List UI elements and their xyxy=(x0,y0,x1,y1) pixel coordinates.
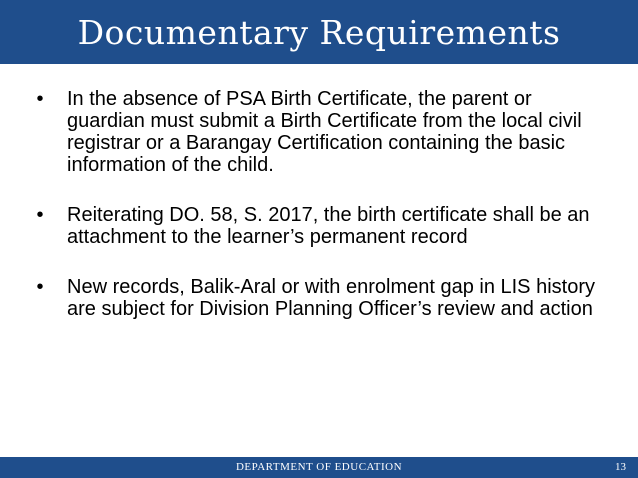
bullet-item xyxy=(30,204,605,248)
bullet-text: In the absence of PSA Birth Certificate, the parent or guardian must submit a Birth Certificate from the local civil registrar or a Barangay Certification containing the basic information of the child. xyxy=(67,88,582,176)
bullet-item xyxy=(30,88,605,176)
footer-organization: DEPARTMENT OF EDUCATION xyxy=(235,461,403,473)
footer-bar xyxy=(0,457,638,478)
bullet-list xyxy=(30,88,605,320)
bullet-dot: • xyxy=(36,204,44,226)
bullet-dot: • xyxy=(36,276,44,298)
bullet-item xyxy=(30,276,605,320)
bullet-text: Reiterating DO. 58, S. 2017, the birth certificate shall be an attachment to the learner’s permanent record xyxy=(67,204,590,248)
slide-content xyxy=(30,88,605,348)
title-bar xyxy=(0,0,638,64)
slide-title: Documentary Requirements xyxy=(77,12,561,52)
bullet-dot: • xyxy=(36,88,44,110)
page-number: 13 xyxy=(615,461,626,473)
bullet-text: New records, Balik-Aral or with enrolment gap in LIS history are subject for Division Planning Officer’s review and action xyxy=(67,276,595,320)
